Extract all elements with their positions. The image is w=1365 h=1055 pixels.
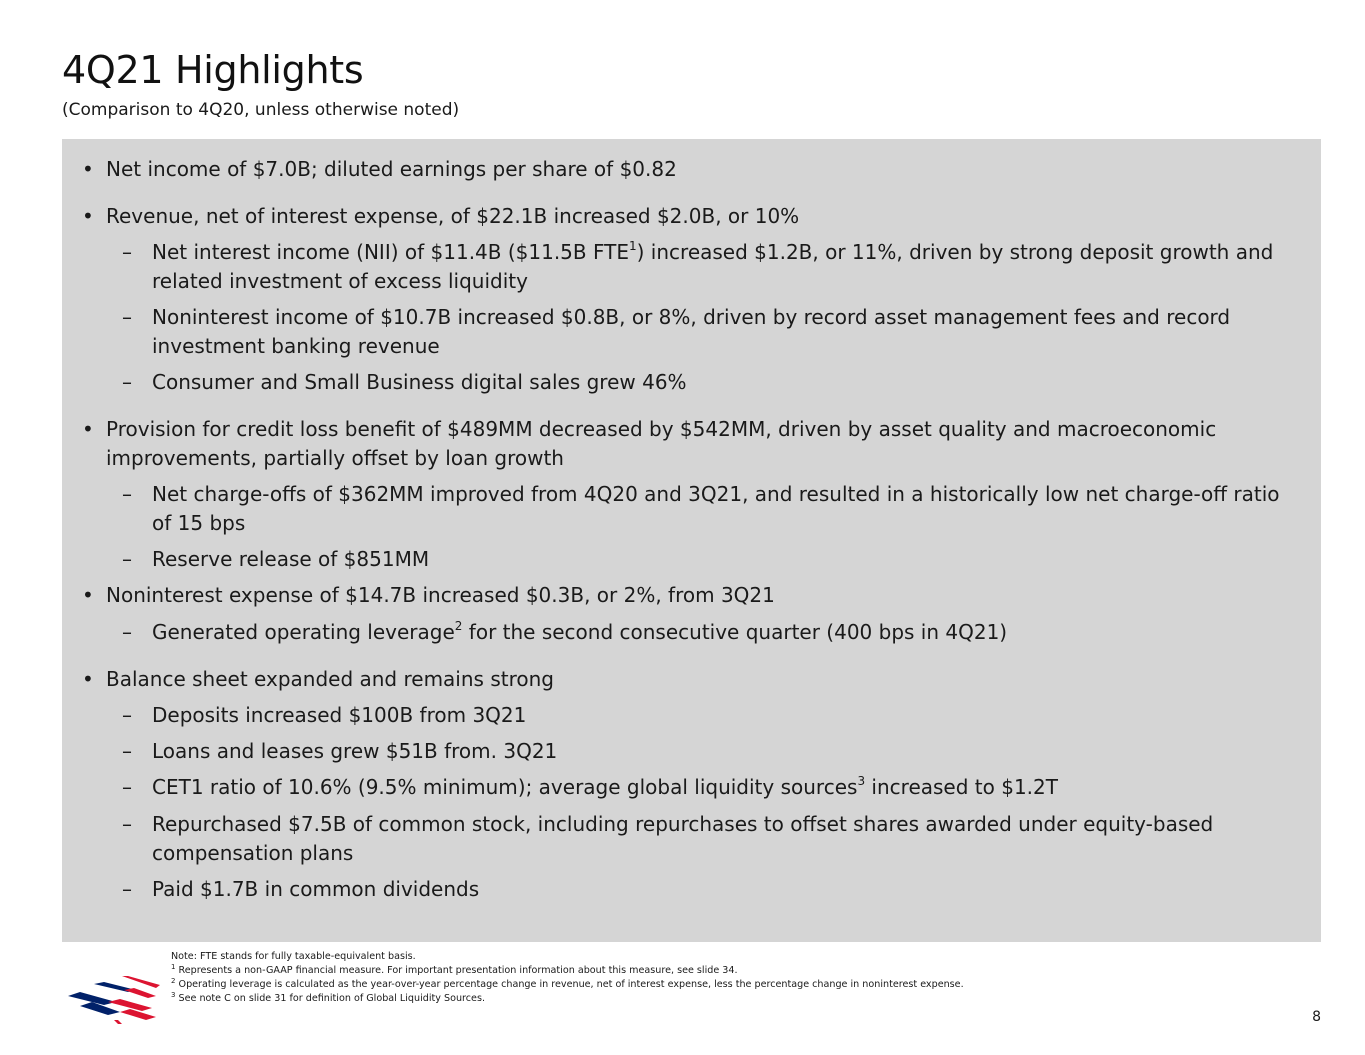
dash-marker: –	[122, 775, 132, 799]
sub-list-item	[62, 618, 1321, 647]
dash-marker: –	[122, 877, 132, 901]
sub-list-item	[62, 238, 1321, 296]
list-item-text: Consumer and Small Business digital sales grew 46%	[152, 370, 687, 394]
sub-list-item	[62, 875, 1321, 904]
list-item-text: Provision for credit loss benefit of $489MM decreased by $542MM, driven by asset quality and macroeconomic improvements, partially offset by loan growth	[106, 417, 1217, 470]
slide-title: 4Q21 Highlights	[62, 48, 364, 92]
dash-marker: –	[122, 547, 132, 571]
sub-list-item	[62, 545, 1321, 574]
slide-subtitle: (Comparison to 4Q20, unless otherwise noted)	[62, 100, 460, 120]
list-item-text: Net charge-offs of $362MM improved from 4Q20 and 3Q21, and resulted in a historically low net charge-off ratio of 15 bps	[152, 482, 1280, 535]
footnote-number: 2	[171, 976, 176, 985]
dash-marker: –	[122, 739, 132, 763]
sub-list-item	[62, 368, 1321, 397]
footnote-ref: 3	[857, 774, 866, 789]
footnote-note: Note: FTE stands for fully taxable-equivalent basis.	[171, 951, 416, 962]
footnote-number: 1	[171, 962, 176, 971]
highlights-panel	[62, 139, 1321, 942]
bank-flag-logo-icon	[64, 974, 160, 1028]
list-item-text: Deposits increased $100B from 3Q21	[152, 703, 527, 727]
sub-list-item	[62, 701, 1321, 730]
footnote-number: 3	[171, 990, 176, 999]
list-item	[62, 155, 1321, 184]
list-item-text: for the second consecutive quarter (400 bps in 4Q21)	[462, 620, 1008, 644]
bullet-marker: •	[82, 583, 94, 607]
bullet-marker: •	[82, 667, 94, 691]
list-item-text: increased to $1.2T	[865, 775, 1058, 799]
bullet-marker: •	[82, 157, 94, 181]
list-item-text: Repurchased $7.5B of common stock, including repurchases to offset shares awarded under equity-based compensation plans	[152, 812, 1214, 865]
list-item-text: Paid $1.7B in common dividends	[152, 877, 480, 901]
list-item-text: Revenue, net of interest expense, of $22.1B increased $2.0B, or 10%	[106, 204, 800, 228]
list-item-text: ) increased $1.2B, or 11%, driven by strong deposit growth and related investment of excess liquidity	[152, 240, 1274, 293]
footnotes	[171, 950, 964, 1006]
footnote-text: See note C on slide 31 for definition of Global Liquidity Sources.	[175, 993, 485, 1004]
footnote-2	[171, 978, 964, 992]
footnote-ref: 1	[629, 239, 637, 254]
footnote-3	[171, 992, 964, 1006]
sub-list-item	[62, 303, 1321, 361]
list-item-text: CET1 ratio of 10.6% (9.5% minimum); average global liquidity sources	[152, 775, 858, 799]
footnote-ref: 2	[454, 619, 463, 634]
sub-list-item	[62, 480, 1321, 538]
dash-marker: –	[122, 305, 132, 329]
sub-list-item	[62, 737, 1321, 766]
bullet-marker: •	[82, 417, 94, 441]
list-item	[62, 581, 1321, 610]
bullet-marker: •	[82, 204, 94, 228]
dash-marker: –	[122, 240, 132, 264]
sub-list-item	[62, 773, 1321, 802]
dash-marker: –	[122, 620, 132, 644]
footnote-text: Operating leverage is calculated as the year-over-year percentage change in revenue, net of interest expense, less the percentage change in noninterest expense.	[175, 979, 964, 990]
sub-list-item	[62, 810, 1321, 868]
page-number: 8	[1312, 1009, 1321, 1025]
list-item-text: Reserve release of $851MM	[152, 547, 430, 571]
list-item-text: Net interest income (NII) of $11.4B ($11.5B FTE	[152, 240, 629, 264]
dash-marker: –	[122, 482, 132, 506]
dash-marker: –	[122, 370, 132, 394]
list-item-text: Net income of $7.0B; diluted earnings per share of $0.82	[106, 157, 677, 181]
dash-marker: –	[122, 703, 132, 727]
list-item-text: Noninterest expense of $14.7B increased $0.3B, or 2%, from 3Q21	[106, 583, 775, 607]
list-item-text: Generated operating leverage	[152, 620, 455, 644]
list-item-text: Balance sheet expanded and remains strong	[106, 667, 554, 691]
list-item	[62, 415, 1321, 473]
dash-marker: –	[122, 812, 132, 836]
list-item-text: Noninterest income of $10.7B increased $0.8B, or 8%, driven by record asset management fees and record investment banking revenue	[152, 305, 1231, 358]
list-item	[62, 665, 1321, 694]
footnote-1	[171, 964, 964, 978]
footnote-text: Represents a non-GAAP financial measure. For important presentation information about this measure, see slide 34.	[175, 965, 738, 976]
list-item-text: Loans and leases grew $51B from. 3Q21	[152, 739, 558, 763]
list-item	[62, 202, 1321, 231]
